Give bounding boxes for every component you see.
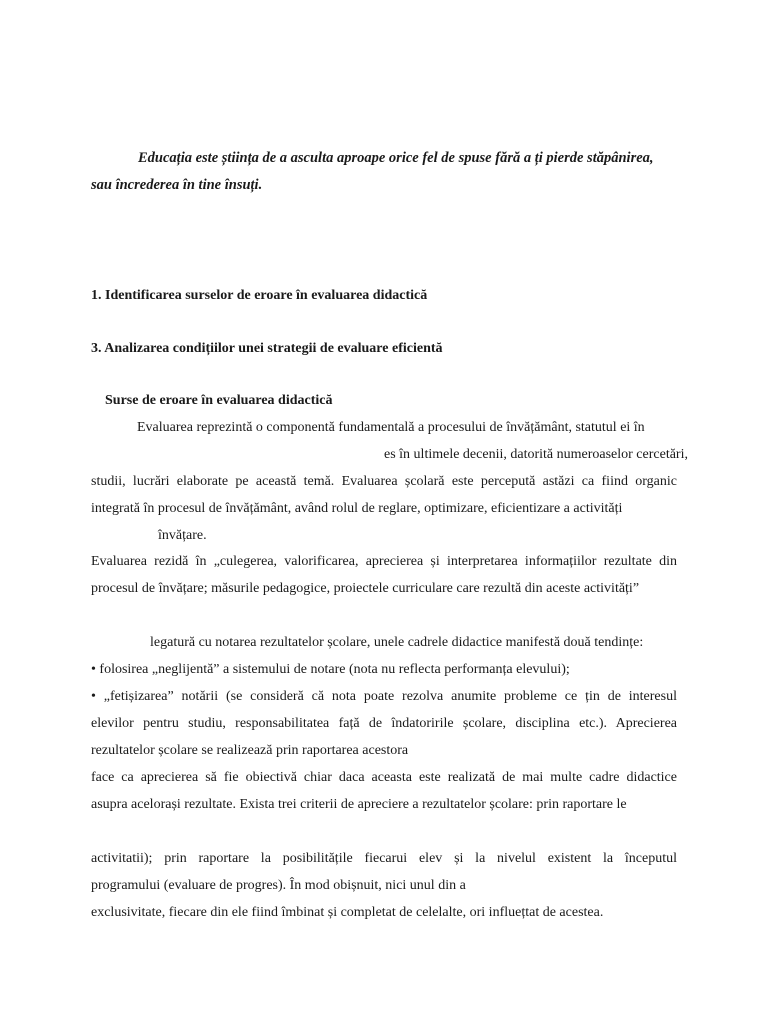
body-line: Evaluarea reprezintă o componentă fundamentală a procesului de învățământ, statutul ei în [137, 420, 645, 435]
body-line: programului (evaluare de progres). În mod obișnuit, nici unul din a [91, 878, 466, 893]
heading-section-3: 3. Analizarea condițiilor unei strategii de evaluare eficientă [91, 341, 443, 356]
bullet-item: • „fetișizarea” notării (se consideră că nota poate rezolva anumite probleme ce țin de interesul [91, 689, 677, 704]
body-line: Evaluarea rezidă în „culegerea, valorificarea, aprecierea și interpretarea informațiilor rezultate din [91, 554, 677, 569]
body-line: elevilor pentru studiu, responsabilitatea față de îndatoririle școlare, disciplina etc.). Aprecierea [91, 716, 677, 731]
body-line: es în ultimele decenii, datorită numeroaselor cercetări, [384, 447, 688, 462]
body-line: legatură cu notarea rezultatelor școlare, unele cadrele didactice manifestă două tendințe: [150, 635, 644, 650]
subheading-error-sources: Surse de eroare în evaluarea didactică [105, 393, 333, 408]
heading-section-1: 1. Identificarea surselor de eroare în evaluarea didactică [91, 288, 428, 303]
body-line: procesul de învățare; măsurile pedagogice, proiectele curriculare care rezultă din aceste activități” [91, 581, 640, 596]
quote-line-2: sau încrederea în tine însuți. [91, 177, 263, 193]
bullet-item: • folosirea „neglijentă” a sistemului de notare (nota nu reflecta performanța elevului); [91, 662, 570, 677]
body-line: activitatii); prin raportare la posibilitățile fiecarui elev și la nivelul existent la începutul [91, 851, 677, 866]
body-line: asupra acelorași rezultate. Exista trei criterii de apreciere a rezultatelor școlare: prin raportare le [91, 797, 627, 812]
body-line: rezultatelor școlare se realizează prin raportarea acestora [91, 743, 409, 758]
body-line: învățare. [158, 528, 207, 543]
body-line: studii, lucrări elaborate pe această temă. Evaluarea școlară este percepută astăzi ca fiind organic [91, 474, 677, 489]
body-line: face ca aprecierea să fie obiectivă chiar daca aceasta este realizată de mai multe cadre didactice [91, 770, 677, 785]
body-line: exclusivitate, fiecare din ele fiind îmbinat și completat de celelalte, ori influețtat de acestea. [91, 905, 604, 920]
body-line: integrată în procesul de învățământ, având rolul de reglare, optimizare, eficientizare a activități [91, 501, 623, 516]
quote-line-1: Educația este știința de a asculta aproape orice fel de spuse fără a ți pierde stăpânirea, [138, 150, 654, 166]
